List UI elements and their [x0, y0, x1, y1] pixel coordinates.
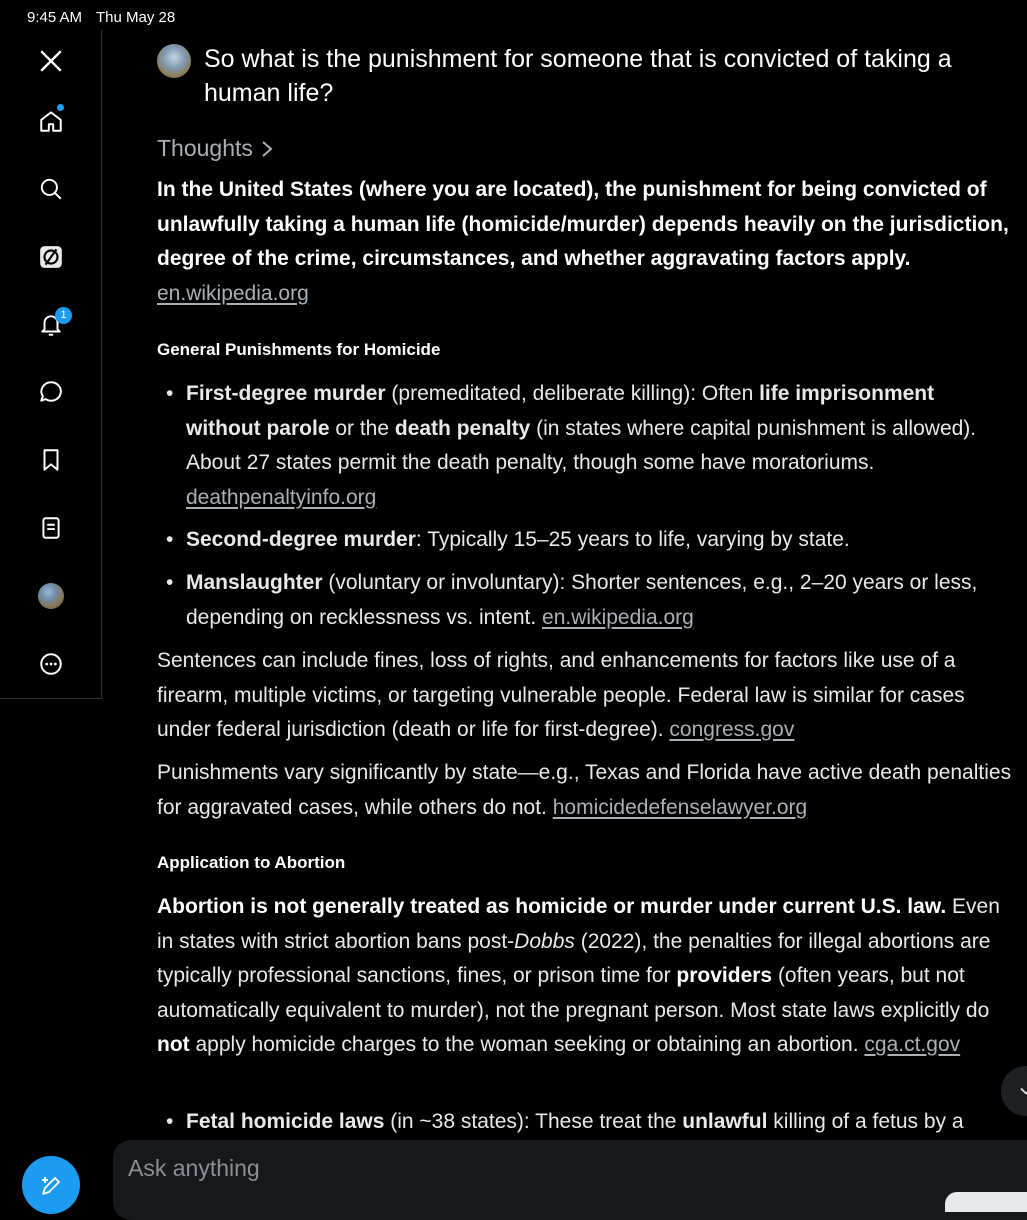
thoughts-label: Thoughts	[157, 135, 253, 161]
search-icon[interactable]	[36, 174, 66, 204]
case-name: Dobbs	[514, 929, 575, 953]
bullet-term: First-degree murder	[186, 382, 386, 405]
status-date: Thu May 28	[96, 9, 176, 26]
user-question: So what is the punishment for someone that is convicted of taking a human life?	[204, 45, 952, 107]
lists-icon[interactable]	[36, 513, 66, 543]
paragraph	[157, 756, 1015, 825]
intro-text: In the United States (where you are located), the punishment for being convicted of unlawfully taking a human life (homicide/murder) depends heavily on the jurisdiction, degree of the crime, circumstances, and whether aggravating factors apply.	[157, 178, 1009, 270]
source-link[interactable]: homicidedefenselawyer.org	[552, 795, 808, 819]
bullet-marker: •	[166, 528, 174, 551]
list-item	[166, 523, 1006, 558]
paragraph-text: apply homicide charges to the woman seeking or obtaining an abortion.	[189, 1033, 865, 1056]
bullet-text: or the	[329, 416, 395, 440]
more-icon[interactable]	[36, 649, 66, 679]
source-link[interactable]: congress.gov	[669, 718, 795, 741]
ask-input[interactable]: Ask anything	[128, 1155, 260, 1181]
bullet-term: Second-degree murder	[186, 528, 416, 551]
source-link[interactable]: deathpenaltyinfo.org	[186, 485, 377, 509]
bullet-emphasis: life imprisonment without parole	[186, 382, 935, 440]
messages-icon[interactable]	[36, 377, 66, 407]
bullet-text: (in ~38 states): These treat the	[384, 1110, 683, 1133]
bullet-text: (in states where capital punishment is allowed). About 27 states permit the death penalty, though some have moratoriums.	[186, 416, 977, 474]
list-item	[166, 377, 1006, 515]
compose-button[interactable]	[22, 1156, 80, 1214]
grok-icon[interactable]	[36, 242, 66, 272]
section-heading: General Punishments for Homicide	[157, 340, 441, 359]
chevron-right-icon	[259, 138, 275, 160]
paragraph-emphasis: providers	[676, 964, 773, 987]
bullet-text: (premeditated, deliberate killing): Often	[385, 382, 760, 405]
paragraph-text: Even in states with strict abortion bans post-	[157, 895, 1000, 953]
answer-intro	[157, 173, 1015, 311]
bookmarks-icon[interactable]	[36, 445, 66, 475]
bullet-emphasis: death penalty	[394, 416, 531, 440]
paragraph-lead: Abortion is not generally treated as homicide or murder under current U.S. law.	[157, 895, 947, 918]
home-unread-dot	[57, 104, 64, 111]
paragraph	[157, 890, 1015, 1063]
list-item	[166, 1105, 1016, 1140]
status-time: 9:45 AM	[27, 9, 83, 26]
notification-badge: 1	[55, 307, 72, 324]
paragraph-text: Punishments vary significantly by state—e.g., Texas and Florida have active death penalties for aggravated cases, while others do not.	[157, 761, 1012, 819]
bullet-marker: •	[166, 382, 174, 405]
bullet-text: : Typically 15–25 years to life, varying by state.	[415, 528, 850, 551]
thoughts-toggle[interactable]	[157, 135, 275, 162]
bullet-term: Fetal homicide laws	[186, 1110, 385, 1133]
source-link[interactable]: en.wikipedia.org	[157, 281, 309, 305]
user-avatar	[157, 44, 191, 78]
paragraph-text: Sentences can include fines, loss of rights, and enhancements for factors like use of a firearm, multiple victims, or targeting vulnerable people. Federal law is similar for cases under federal jurisdiction (death or life for first-degree).	[157, 649, 965, 741]
section-heading: Application to Abortion	[157, 853, 346, 872]
bullet-marker: •	[166, 1110, 174, 1133]
bullet-text: killing of a fetus by a	[767, 1110, 964, 1133]
x-logo-icon[interactable]	[36, 46, 66, 76]
source-link[interactable]: en.wikipedia.org	[542, 605, 694, 629]
paragraph-text: (2022), the penalties for illegal abortions are typically professional sanctions, fines, or prison time for	[157, 929, 991, 987]
bullet-marker: •	[166, 571, 174, 594]
chevron-down-icon	[1016, 1081, 1027, 1101]
compose-icon	[39, 1174, 63, 1198]
bullet-emphasis: unlawful	[682, 1110, 768, 1133]
source-link[interactable]: cga.ct.gov	[864, 1033, 961, 1056]
profile-avatar-icon[interactable]	[38, 583, 64, 609]
paragraph	[157, 644, 1015, 748]
bullet-term: Manslaughter	[186, 571, 323, 594]
list-item	[166, 566, 1006, 635]
paragraph-emphasis: not	[157, 1033, 190, 1056]
paragraph-text: (often years, but not automatically equivalent to murder), not the pregnant person. Most state laws explicitly do	[157, 964, 990, 1022]
send-button[interactable]	[945, 1192, 1027, 1212]
bullet-text: (voluntary or involuntary): Shorter sentences, e.g., 2–20 years or less, depending on recklessness vs. intent.	[186, 571, 978, 629]
